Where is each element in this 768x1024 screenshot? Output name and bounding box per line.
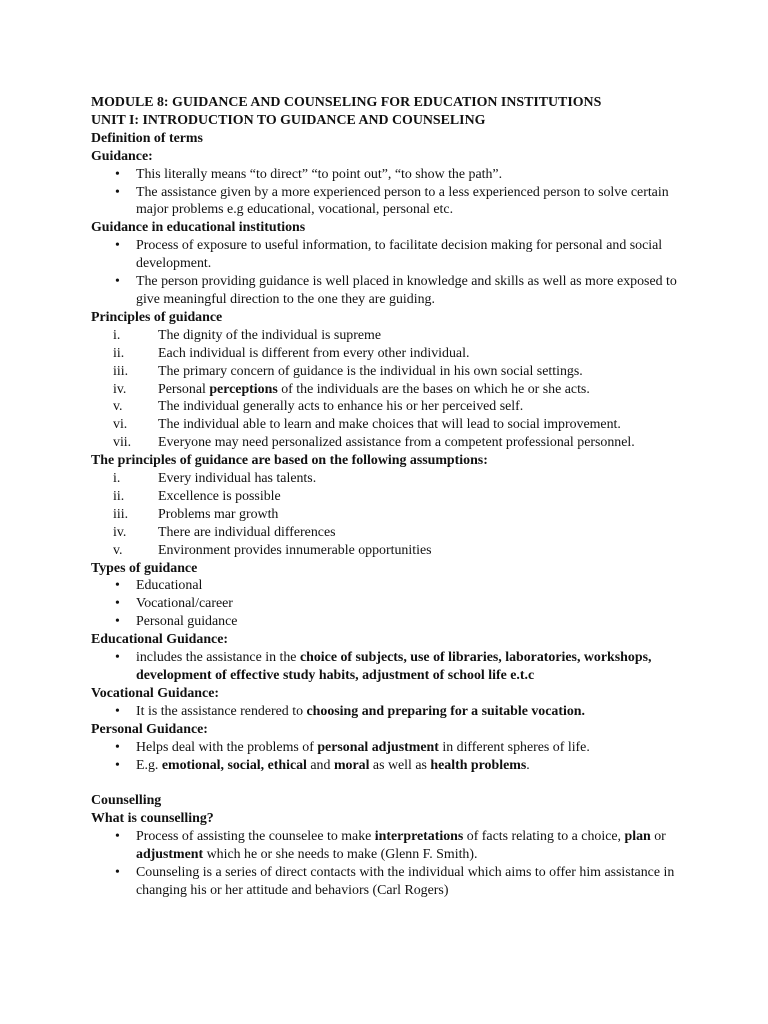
list-item: • Process of assisting the counselee to make interpretations of facts relating to a choice, plan or adjustment which he or she needs to make (Glenn F. Smith).: [115, 829, 666, 863]
list-item: iii. The primary concern of guidance is the individual in his own social settings.: [113, 363, 583, 379]
bullet-icon: •: [115, 238, 120, 254]
list-item: iv. There are individual differences: [113, 524, 336, 540]
list-item: • It is the assistance rendered to choosing and preparing for a suitable vocation.: [115, 703, 585, 719]
module-title: MODULE 8: GUIDANCE AND COUNSELING FOR EDUCATION INSTITUTIONS: [91, 95, 602, 110]
guidance-heading: Guidance:: [91, 148, 153, 164]
definition-heading: Definition of terms: [91, 130, 203, 146]
list-item: • Helps deal with the problems of personal adjustment in different spheres of life.: [115, 739, 590, 755]
bullet-icon: •: [115, 757, 120, 773]
bullet-icon: •: [115, 739, 120, 755]
educational-guidance-heading: Educational Guidance:: [91, 632, 229, 648]
personal-guidance-heading: Personal Guidance:: [91, 721, 208, 737]
list-item: v. The individual generally acts to enhance his or her perceived self.: [113, 399, 524, 415]
list-item: • E.g. emotional, social, ethical and moral as well as health problems.: [115, 757, 530, 773]
bullet-icon: •: [115, 703, 120, 719]
edu-institutions-heading: Guidance in educational institutions: [91, 220, 306, 236]
principles-list: [91, 327, 691, 452]
types-heading: Types of guidance: [91, 560, 198, 576]
list-item: vi. The individual able to learn and make choices that will lead to social improvement.: [113, 417, 621, 433]
document-content: [91, 94, 691, 900]
list-item: i. The dignity of the individual is supreme: [113, 327, 381, 343]
list-item: • Educational: [115, 578, 203, 594]
bullet-icon: •: [115, 596, 120, 612]
spacer: [91, 774, 691, 792]
vocational-guidance-heading: Vocational Guidance:: [91, 685, 219, 701]
what-is-counselling-heading: What is counselling?: [91, 811, 214, 827]
educational-guidance-list: [91, 649, 691, 685]
principles-heading: Principles of guidance: [91, 309, 223, 325]
assumptions-heading: The principles of guidance are based on the following assumptions:: [91, 453, 488, 469]
list-item: iii. Problems mar growth: [113, 506, 279, 522]
personal-guidance-list: [91, 739, 691, 775]
assumptions-list: [91, 470, 691, 560]
list-item: • Personal guidance: [115, 614, 238, 630]
bullet-icon: •: [115, 166, 120, 182]
vocational-guidance-list: [91, 703, 691, 721]
bullet-icon: •: [115, 578, 120, 594]
list-item: • This literally means “to direct” “to point out”, “to show the path”.: [115, 166, 503, 182]
list-item: ii. Each individual is different from every other individual.: [113, 345, 470, 361]
bullet-icon: •: [115, 614, 120, 630]
list-item: ii. Excellence is possible: [113, 488, 281, 504]
bullet-icon: •: [115, 864, 120, 880]
list-item: i. Every individual has talents.: [113, 471, 317, 487]
counselling-heading: Counselling: [91, 793, 162, 809]
unit-title: UNIT I: INTRODUCTION TO GUIDANCE AND COUNSELING: [91, 112, 486, 128]
list-item: • Process of exposure to useful information, to facilitate decision making for personal and social development.: [115, 238, 663, 272]
guidance-list: [91, 166, 691, 220]
types-list: [91, 577, 691, 631]
list-item: vii. Everyone may need personalized assistance from a competent professional personnel.: [113, 435, 635, 451]
counselling-list: [91, 828, 691, 900]
bullet-icon: •: [115, 650, 120, 666]
list-item: • Counseling is a series of direct contacts with the individual which aims to offer him assistance in changing his or her attitude and behaviors (Carl Rogers): [115, 864, 675, 898]
bullet-icon: •: [115, 184, 120, 200]
list-item: • includes the assistance in the choice of subjects, use of libraries, laboratories, workshops, development of effective study habits, adjustment of school life e.t.c: [115, 650, 652, 683]
list-item: • Vocational/career: [115, 596, 233, 612]
edu-institutions-list: [91, 237, 691, 309]
list-item: v. Environment provides innumerable opportunities: [113, 542, 432, 558]
bullet-icon: •: [115, 274, 120, 290]
list-item: • The person providing guidance is well placed in knowledge and skills as well as more exposed to give meaningful direction to the one they are guiding.: [115, 274, 677, 307]
list-item: • The assistance given by a more experienced person to a less experienced person to solve certain major problems e.g educational, vocational, personal etc.: [115, 184, 669, 218]
list-item: iv. Personal perceptions of the individuals are the bases on which he or she acts.: [113, 381, 590, 397]
bullet-icon: •: [115, 829, 120, 845]
